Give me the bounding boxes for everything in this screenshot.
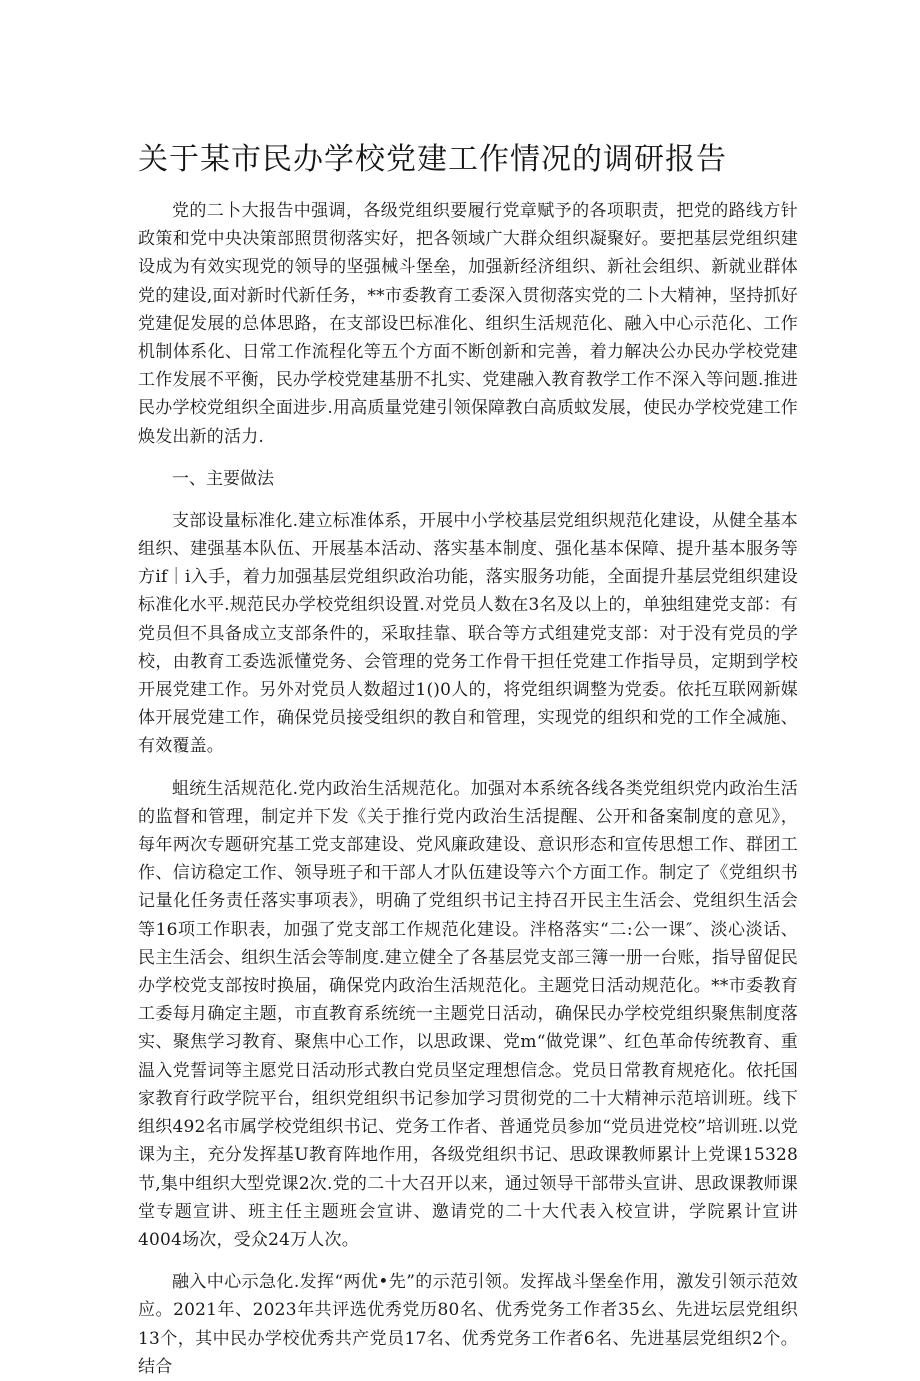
- section-heading-main-practices: 一、主要做法: [172, 468, 274, 489]
- intro-paragraph: 党的二卜大报告中强调，各级党组织要履行党章赋予的各项职责，把党的路线方针政策和党中央决策部照贯彻落实好，把各领域广大群众组织凝聚好。要把基层党组织建设成为有效实现党的领导的坚强械斗堡垒，加强新经济组织、新社会组织、新就业群体党的建设,面对新时代新任务，**市委教育工委深入贯彻落实党的二卜大精神，坚持抓好党建促发展的总体思路，在支部设巴标准化、组织生活规范化、融入中心示范化、工作机制体系化、日常工作流程化等五个方面不断创新和完善，着力解决公办民办学校党建工作发展不平衡，民办学校党建基册不扎实、党建融入教育教学工作不深入等问题.推进民办学校党组织全面进步.用高质量党建引领保障教白高质蚊发展，使民办学校党建工作焕发出新的活力.: [138, 201, 798, 447]
- paragraph-branch-standardization: 支部设量标准化.建立标准体系，开展中小学校基层党组织规范化建设，从健全基本组织、建强基本队伍、开展基本活动、落实基本制度、强化基本保障、提升基本服务等方if｜i入手，着力加强基层党组织政治功能，落实服务功能，全面提升基层党组织建设标准化水平.规范民办学校党组织设置.对党员人数在3名及以上的，单独组建党支部：有党员但不具备成立支部条件的，采取挂靠、联合等方式组建党支部：对于没有党员的学校，由教育工委选派懂党务、会管理的党务工作骨干担任党建工作指导员，定期到学校开展党建工作。另外对党员人数超过1()0人的，将党组织调整为党委。依托互联网新媒体开展党建工作，确保党员接受组织的教自和管理，实现党的组织和党的工作全减施、有效覆盖。: [138, 510, 798, 757]
- paragraph-organization-life: 蛆统生活规范化.党内政治生活规范化。加强对本系统各线各类党组织党内政治生活的监督和管理，制定并下发《关于推行党内政治生活提醒、公开和备案制度的意见》，每年两次专题研究基工党支部建设、党风廉政建设、意识形态和宣传思想工作、群团工作、信访稳定工作、领导班子和干部人才队伍建设等六个方面工作。制定了《党组织书记量化任务责任落实事项表》，明确了党组织书记主持召开民主生活会、党组织生活会等16项工作职表，加强了党支部工作规范化建设。泮格落实“二:公一课″、淡心淡话、民主生活会、组织生活会等制度.建立健全了各基层党支部三簿一册一台账，指导留促民办学校党支部按时换届，确保党内政治生活规范化。主题党日活动规范化。**市委教育工委每月确定主题，市直教育系统统一主题党日活动，确保民办学校党组织聚焦制度落实、聚焦学习教育、聚焦中心工作，以思政课、党m“做党课”、红色革命传统教育、重温入党誓词等主愿党日活动形式教白党员坚定理想信念。党员日常教育规疮化。依托国家教育行政学院平台，组织党组织书记参加学习贯彻党的二十大精神示范培训班。线下组织492名市属学校党组织书记、党务工作者、普通党员参加“党员进党校”培训班.以党课为主，充分发挥基U教育阵地作用，各级党组织书记、思政课教师累计上党课15328节,集中组织大型党课2次.党的二十大召开以来，通过领导干部带头宣讲、思政课教师课堂专题宣讲、班主任主题班会宣讲、邀请党的二十大代表入校宣讲，学院累计宣讲4004场次，受众24万人次。: [138, 778, 798, 1250]
- paragraph-center-demonstration: 融入中心示急化.发挥“两优•先”的示范引领。发挥战斗堡垒作用，激发引领示范效应。2021年、2023年共评选优秀党历80名、优秀党务工作者35幺、先进坛层党组织13个，其中民办学校优秀共产党员17名、优秀党务工作者6名、先进基层党组织2个。结合: [138, 1272, 798, 1377]
- document-title: 关于某市民办学校党建工作情况的调研报告: [138, 142, 727, 177]
- document-body: [138, 197, 798, 1381]
